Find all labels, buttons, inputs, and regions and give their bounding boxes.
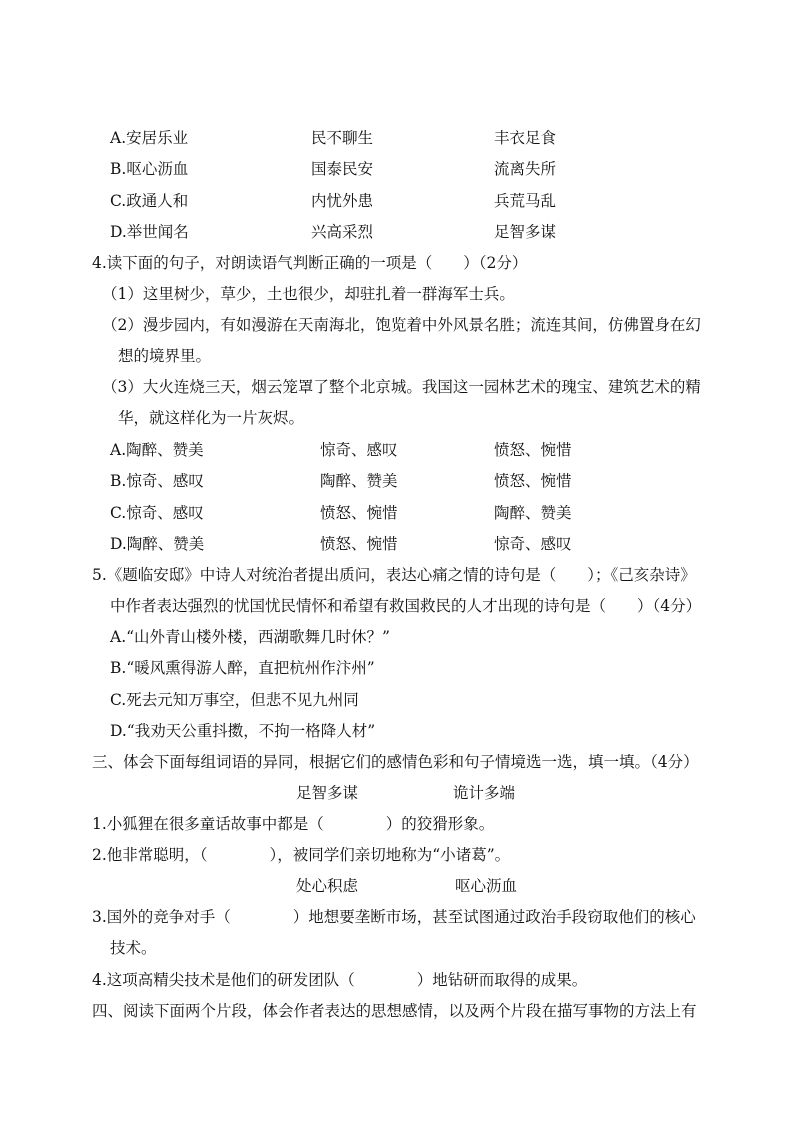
option-c: 兵荒马乱 xyxy=(494,192,557,210)
fill-item-2: 2.他非常聪明，（ ），被同学们亲切地称为“小诸葛”。 xyxy=(92,846,511,864)
option-a: A.安居乐业 xyxy=(110,129,189,147)
sentence-2: （2）漫步园内，有如漫游在天南海北，饱览着中外风景名胜；流连其间，仿佛置身在幻 xyxy=(102,316,701,334)
question-5-stem: 5.《题临安邸》中诗人对统治者提出质问，表达心痛之情的诗句是（ ）；《己亥杂诗》 xyxy=(92,566,696,584)
word-choice-a: 足智多谋 xyxy=(296,784,359,802)
option-a: C.惊奇、感叹 xyxy=(110,504,204,522)
option-b: 兴高采烈 xyxy=(311,223,374,241)
option-c: 惊奇、感叹 xyxy=(494,535,572,553)
option-a: A.陶醉、赞美 xyxy=(110,441,204,459)
option-c: 陶醉、赞美 xyxy=(494,504,572,522)
sentence-3-continued: 华，就这样化为一片灰烬。 xyxy=(118,409,305,427)
option-c: 丰衣足食 xyxy=(494,129,557,147)
question-5-stem-continued: 中作者表达强烈的忧国忧民情怀和希望有救国救民的人才出现的诗句是（ ）（4分） xyxy=(110,597,702,615)
option-c: C.死去元知万事空，但悲不见九州同 xyxy=(110,691,359,709)
option-b: 国泰民安 xyxy=(311,160,374,178)
option-a: C.政通人和 xyxy=(110,192,189,210)
word-choice-a: 处心积虑 xyxy=(296,877,359,895)
option-a: B.呕心沥血 xyxy=(110,160,189,178)
option-c: 流离失所 xyxy=(494,160,557,178)
option-c: 足智多谋 xyxy=(494,223,557,241)
section-4-title: 四、阅读下面两个片段，体会作者表达的思想感情，以及两个片段在描写事物的方法上有 xyxy=(92,1002,697,1020)
option-a: D.陶醉、赞美 xyxy=(110,535,205,553)
option-b: 愤怒、惋惜 xyxy=(320,535,398,553)
word-choice-b: 呕心沥血 xyxy=(455,877,518,895)
sentence-3: （3）大火连烧三天，烟云笼罩了整个北京城。我国这一园林艺术的瑰宝、建筑艺术的精 xyxy=(102,378,701,396)
option-b: 惊奇、感叹 xyxy=(320,441,398,459)
fill-item-1: 1.小狐狸在很多童话故事中都是（ ）的狡猾形象。 xyxy=(92,815,495,833)
option-a: A.“山外青山楼外楼，西湖歌舞几时休？” xyxy=(110,628,390,646)
option-b: 内忧外患 xyxy=(311,192,374,210)
option-a: B.惊奇、感叹 xyxy=(110,472,204,490)
word-choice-b: 诡计多端 xyxy=(453,784,516,802)
question-4-stem: 4.读下面的句子，对朗读语气判断正确的一项是（ ）（2分） xyxy=(92,254,528,272)
section-3-title: 三、体会下面每组词语的异同，根据它们的感情色彩和句子情境选一选，填一填。（4分） xyxy=(92,753,699,771)
fill-item-4: 4.这项高精尖技术是他们的研发团队（ ）地钻研而取得的成果。 xyxy=(92,971,588,989)
sentence-1: （1）这里树少，草少，土也很少，却驻扎着一群海军士兵。 xyxy=(102,285,515,303)
option-d: D.“我劝天公重抖擞，不拘一格降人材” xyxy=(110,722,376,740)
option-b: B.“暖风熏得游人醉，直把杭州作汴州” xyxy=(110,659,375,677)
option-c: 愤怒、惋惜 xyxy=(494,472,572,490)
option-b: 陶醉、赞美 xyxy=(320,472,398,490)
fill-item-3-continued: 技术。 xyxy=(110,939,157,957)
sentence-2-continued: 想的境界里。 xyxy=(118,347,212,365)
fill-item-3: 3.国外的竞争对手（ ）地想要垄断市场，甚至试图通过政治手段窃取他们的核心 xyxy=(92,908,696,926)
option-b: 愤怒、惋惜 xyxy=(320,504,398,522)
option-c: 愤怒、惋惜 xyxy=(494,441,572,459)
option-b: 民不聊生 xyxy=(311,129,374,147)
option-a: D.举世闻名 xyxy=(110,223,189,241)
